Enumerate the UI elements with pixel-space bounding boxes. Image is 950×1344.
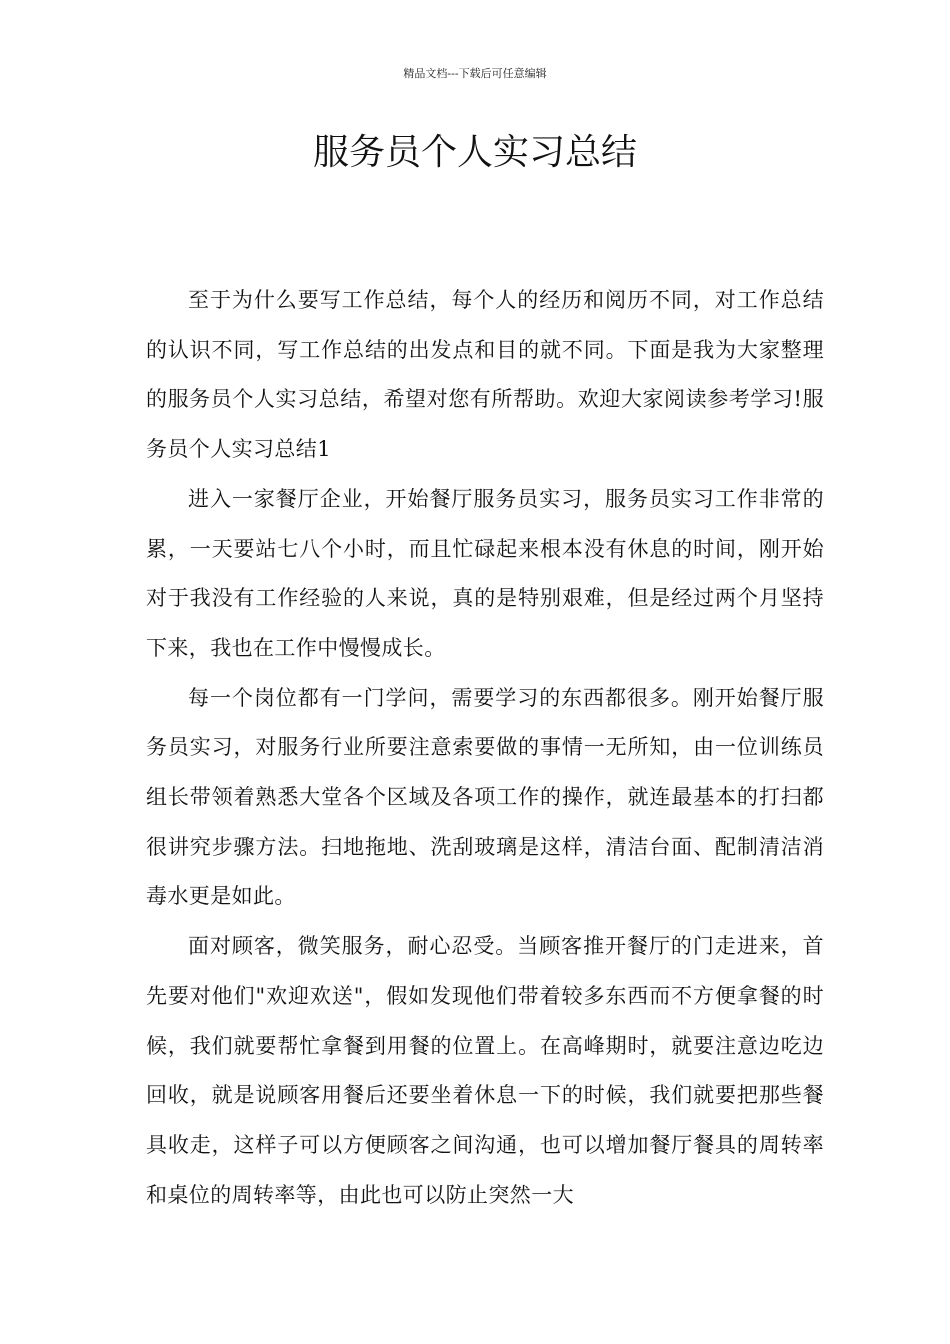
paragraph-learning: 每一个岗位都有一门学问，需要学习的东西都很多。刚开始餐厅服务员实习，对服务行业所要注意索要做的事情一无所知，由一位训练员组长带领着熟悉大堂各个区域及各项工作的操作，就连最基本的打扫都很讲究步骤方法。扫地拖地、洗刮玻璃是这样，清洁台面、配制清洁消毒水更是如此。 — [146, 685, 824, 909]
paragraph-customer-service: 面对顾客，微笑服务，耐心忍受。当顾客推开餐厅的门走进来，首先要对他们"欢迎欢送"，假如发现他们带着较多东西而不方便拿餐的时候，我们就要帮忙拿餐到用餐的位置上。在高峰期时，就要注意边吃边回收，就是说顾客用餐后还要坐着休息一下的时候，我们就要把那些餐具收走，这样子可以方便顾客之间沟通，也可以增加餐厅餐具的周转率和桌位的周转率等，由此也可以防止突然一大 — [146, 934, 824, 1207]
document-body — [146, 276, 824, 1220]
paragraph-start-internship: 进入一家餐厅企业，开始餐厅服务员实习，服务员实习工作非常的累，一天要站七八个小时，而且忙碌起来根本没有休息的时间，刚开始对于我没有工作经验的人来说，真的是特别艰难，但是经过两个月坚持下来，我也在工作中慢慢成长。 — [146, 486, 824, 660]
paragraph-intro: 至于为什么要写工作总结，每个人的经历和阅历不同，对工作总结的认识不同，写工作总结的出发点和目的就不同。下面是我为大家整理的服务员个人实习总结，希望对您有所帮助。欢迎大家阅读参考学习!服务员个人实习总结1 — [146, 288, 824, 462]
document-title: 服务员个人实习总结 — [312, 132, 637, 173]
page-header: 精品文档---下载后可任意编辑 — [403, 67, 547, 80]
